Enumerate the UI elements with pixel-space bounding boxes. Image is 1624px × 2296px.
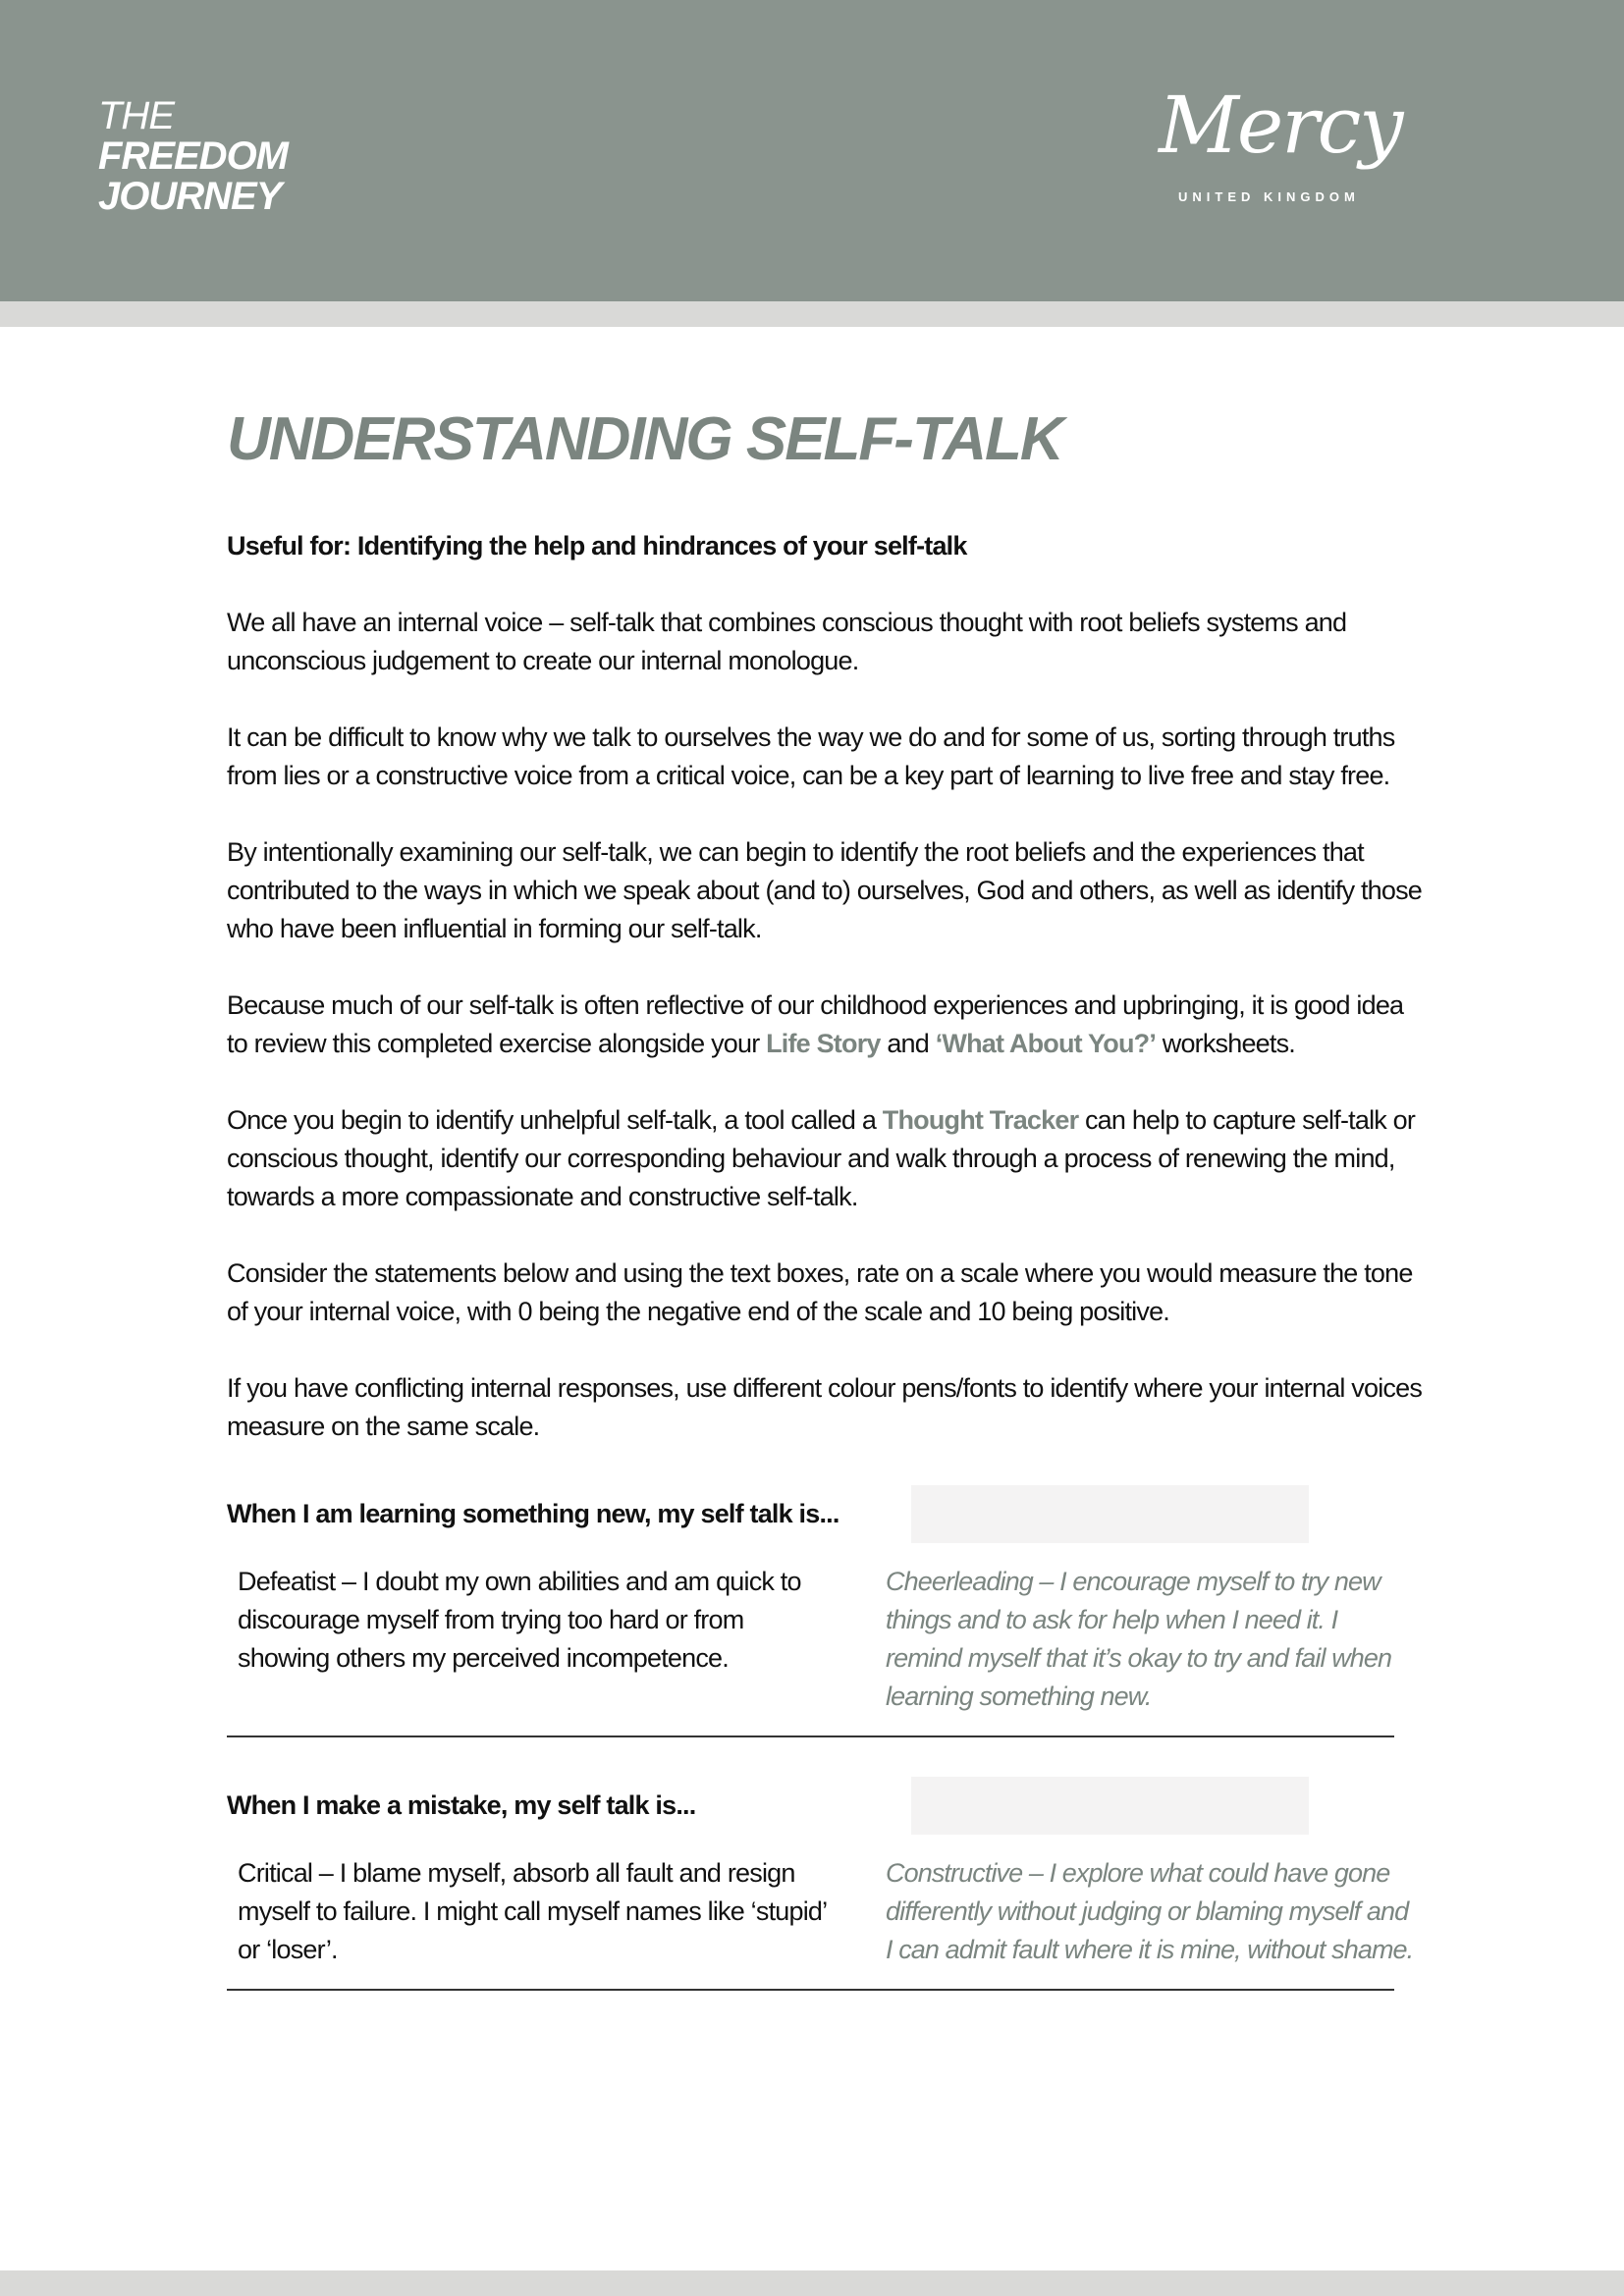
brand-line-2: FREEDOM bbox=[98, 134, 288, 178]
brand-line-1: THE bbox=[98, 94, 174, 137]
what-about-you-link[interactable]: ‘What About You?’ bbox=[935, 1029, 1157, 1058]
p4-text-c: worksheets. bbox=[1156, 1029, 1296, 1058]
logo-word: Mercy bbox=[1159, 80, 1402, 171]
paragraph-6: Consider the statements below and using the text boxes, rate on a scale where you would measure the tone of your internal voice, with 0 being the negative end of the scale and 10 being positive. bbox=[227, 1258, 1413, 1326]
question-row-1 bbox=[227, 1485, 1430, 1543]
rating-input-1[interactable] bbox=[911, 1485, 1309, 1543]
paragraph-7: If you have conflicting internal responses, use different colour pens/fonts to identify where your internal voices measure on the same scale. bbox=[227, 1373, 1423, 1441]
section-divider-1 bbox=[227, 1735, 1394, 1737]
life-story-link[interactable]: Life Story bbox=[766, 1029, 881, 1058]
mercy-logo bbox=[1149, 80, 1561, 231]
section-divider-2 bbox=[227, 1989, 1394, 1991]
negative-statement-1: Defeatist – I doubt my own abilities and am quick to discourage myself from trying too hard or from showing others my perceived incompetence. bbox=[238, 1567, 801, 1673]
footer-band bbox=[0, 2270, 1624, 2296]
logo-subtitle: UNITED KINGDOM bbox=[1178, 189, 1360, 204]
page-title: UNDERSTANDING SELF-TALK bbox=[227, 405, 1062, 473]
brand-line-3: JOURNEY bbox=[98, 175, 282, 218]
p4-text-a: Because much of our self-talk is often reflective of our childhood experiences and upbringing, it is good idea to review this completed exercise alongside your bbox=[227, 990, 1404, 1058]
self-talk-section-2 bbox=[227, 1777, 1430, 1991]
statements-2 bbox=[227, 1854, 1430, 1969]
paragraph-5 bbox=[227, 1101, 1430, 1216]
negative-statement-2: Critical – I blame myself, absorb all fault and resign myself to failure. I might call myself names like ‘stupid’ or ‘loser’. bbox=[238, 1858, 827, 1964]
question-2: When I make a mistake, my self talk is... bbox=[227, 1790, 696, 1820]
self-talk-section-1 bbox=[227, 1485, 1430, 1737]
freedom-journey-logo bbox=[98, 96, 288, 217]
paragraph-2: It can be difficult to know why we talk to ourselves the way we do and for some of us, sorting through truths from lies or a constructive voice from a critical voice, can be a key part of learning to live free and stay free. bbox=[227, 722, 1395, 790]
paragraph-3: By intentionally examining our self-talk, we can begin to identify the root beliefs and the experiences that contributed to the ways in which we speak about (and to) ourselves, God and others, as well as identify those who have been influential in forming our self-talk. bbox=[227, 837, 1423, 943]
p4-text-b: and bbox=[880, 1029, 936, 1058]
page-content bbox=[227, 527, 1430, 1991]
positive-statement-2: Constructive – I explore what could have gone differently without judging or blaming myself and I can admit fault where it is mine, without shame. bbox=[886, 1858, 1414, 1964]
paragraph-4 bbox=[227, 987, 1430, 1063]
statements-1 bbox=[227, 1563, 1430, 1716]
thought-tracker-link[interactable]: Thought Tracker bbox=[882, 1105, 1079, 1135]
positive-statement-1: Cheerleading – I encourage myself to try new things and to ask for help when I need it. I remind myself that it’s okay to try and fail when learning something new. bbox=[886, 1567, 1392, 1711]
header-banner bbox=[0, 0, 1624, 301]
useful-for: Useful for: Identifying the help and hindrances of your self-talk bbox=[227, 531, 967, 561]
question-row-2 bbox=[227, 1777, 1430, 1835]
paragraph-1: We all have an internal voice – self-talk that combines conscious thought with root beliefs systems and unconscious judgement to create our internal monologue. bbox=[227, 608, 1347, 675]
p5-text-a: Once you begin to identify unhelpful self-talk, a tool called a bbox=[227, 1105, 883, 1135]
p5-text-b: can help to capture self-talk or conscious thought, identify our corresponding behaviour and walk through a process of renewing the mind, towards a more compassionate and constructive self-talk. bbox=[227, 1105, 1416, 1211]
header-divider-band bbox=[0, 301, 1624, 327]
rating-input-2[interactable] bbox=[911, 1777, 1309, 1835]
question-1: When I am learning something new, my self talk is... bbox=[227, 1499, 839, 1528]
